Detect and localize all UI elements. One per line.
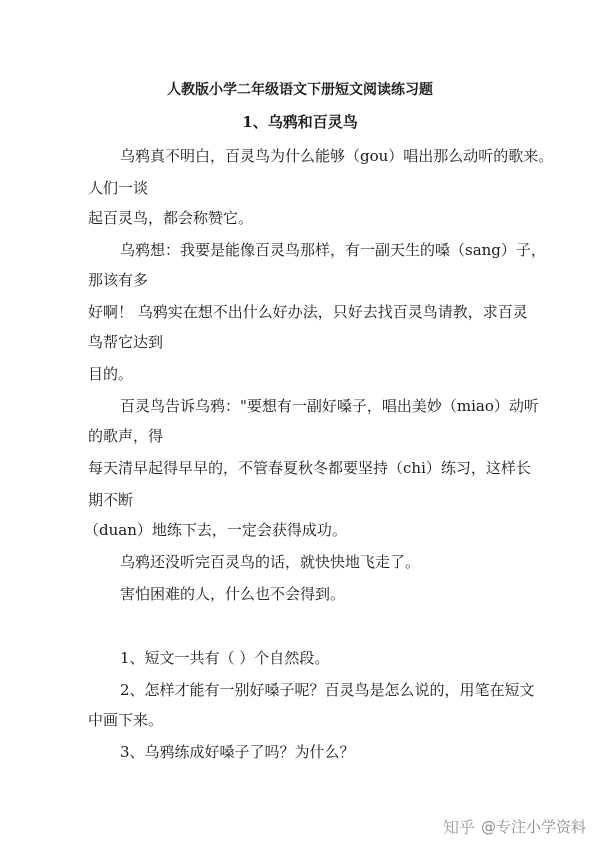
passage-line: 起百灵鸟，都会称赞它。 (88, 209, 254, 227)
question-line: 中画下来。 (88, 711, 164, 729)
story-title: 1、乌鸦和百灵鸟 (242, 113, 358, 131)
question-line: 2、怎样才能有一别好嗓子呢？百灵鸟是怎么说的，用笔在短文 (120, 681, 535, 699)
passage-line: 害怕困难的人，什么也不会得到。 (120, 585, 346, 603)
passage-line: 那该有多 (88, 271, 149, 289)
passage-line: 每天清早起得早早的，不管春夏秋冬都要坚持（chi）练习，这样长 (88, 459, 531, 477)
passage-line: 目的。 (88, 365, 134, 383)
watermark (443, 815, 586, 838)
passage-line: 的歌声，得 (88, 427, 164, 445)
passage-line: 乌鸦还没听完百灵鸟的话，就快快地飞走了。 (120, 553, 421, 571)
question-line: 1、短文一共有（ ）个自然段。 (120, 649, 330, 667)
passage-line: 乌鸦真不明白，百灵鸟为什么能够（gou）唱出那么动听的歌来。 (120, 147, 554, 165)
watermark-handle: @专注小学资料 (480, 818, 586, 836)
passage-line: 鸟帮它达到 (88, 333, 164, 351)
passage-line: （duan）地练下去，一定会获得成功。 (84, 521, 347, 539)
passage-line: 百灵鸟告诉乌鸦："要想有一副好嗓子，唱出美妙（miao）动听 (120, 397, 539, 415)
question-line: 3、乌鸦练成好嗓子了吗？为什么？ (120, 743, 355, 761)
watermark-brand: 知乎 (442, 818, 475, 837)
passage-line: 乌鸦想：我要是能像百灵鸟那样，有一副天生的嗓（sang）子， (120, 241, 546, 259)
passage-line: 期不断 (88, 491, 134, 509)
passage-line: 人们一谈 (88, 179, 149, 197)
passage-line: 好啊！ 乌鸦实在想不出什么好办法，只好去找百灵鸟请教，求百灵 (88, 303, 528, 321)
page-title: 人教版小学二年级语文下册短文阅读练习题 (167, 82, 433, 98)
